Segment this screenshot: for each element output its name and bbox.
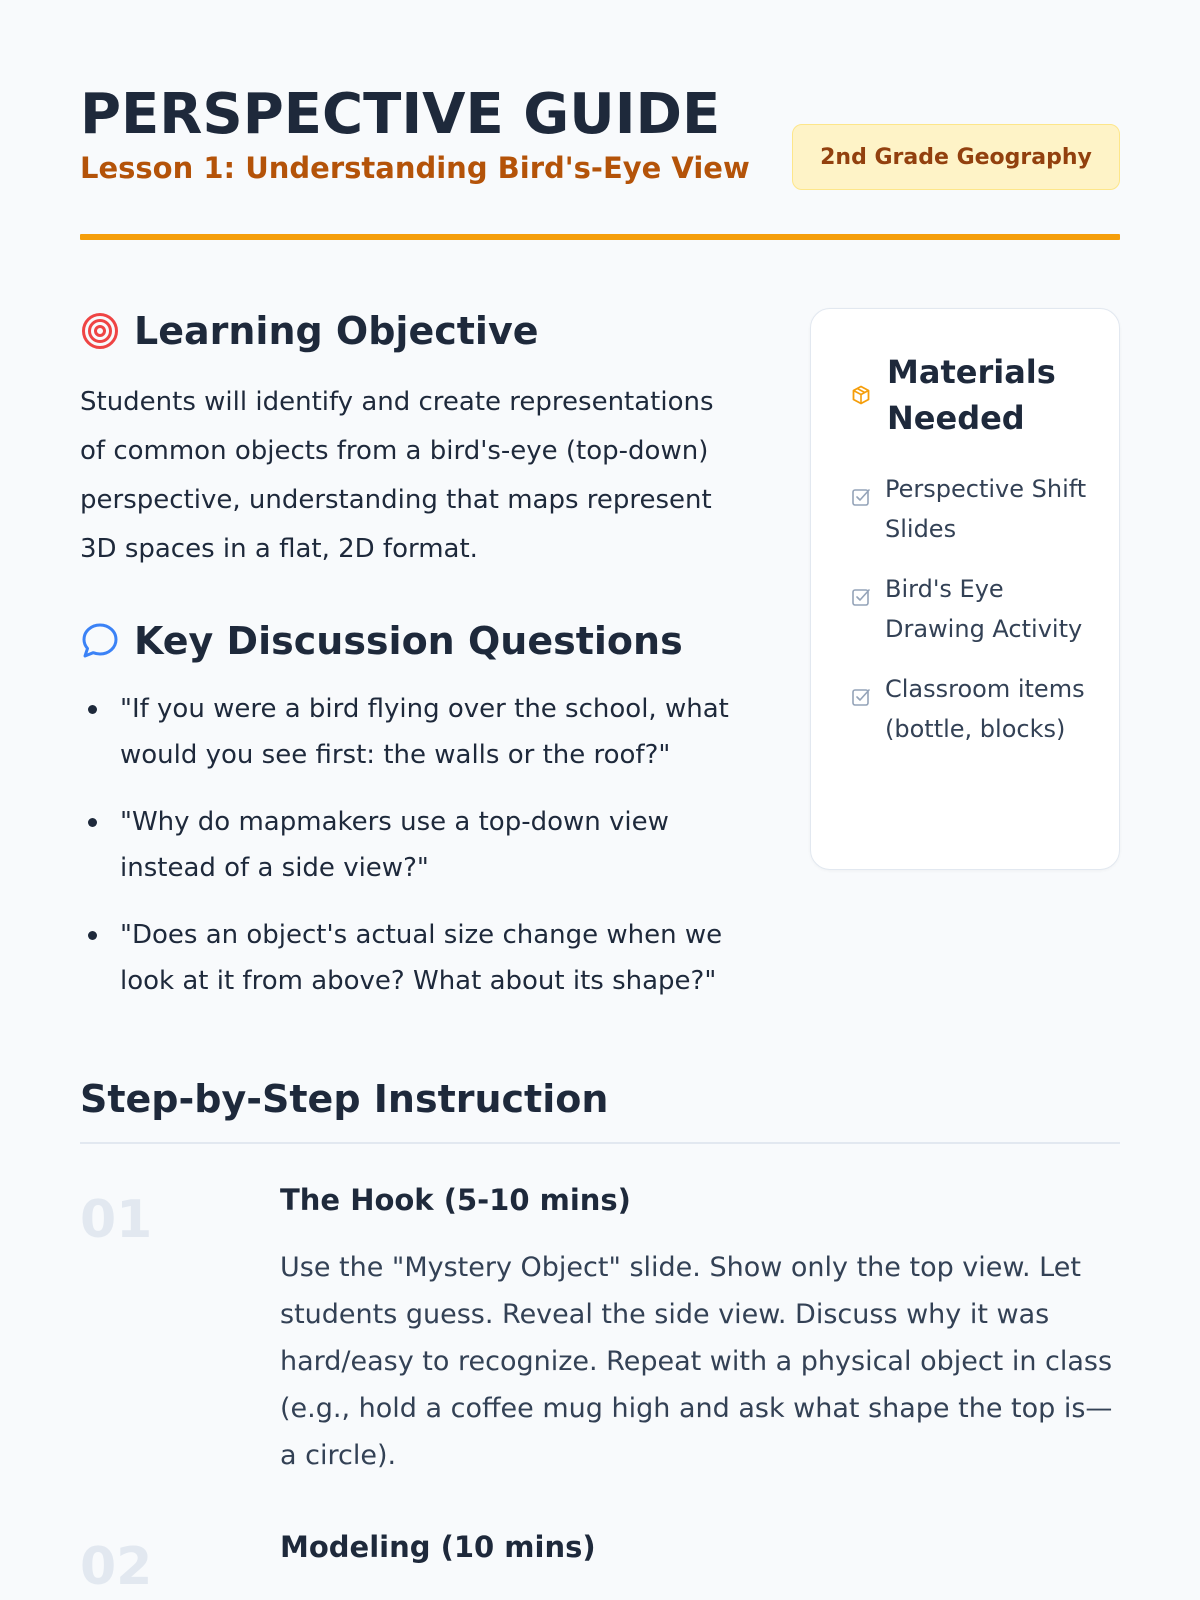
steps-heading: Step-by-Step Instruction (80, 1077, 609, 1121)
list-item (851, 569, 1091, 649)
list-item (80, 799, 760, 891)
lesson-page (80, 0, 1120, 1600)
speech-bubble-icon (80, 621, 120, 661)
checkbox-icon (851, 479, 871, 499)
box-icon (851, 385, 871, 405)
question-text: "If you were a bird flying over the school, what would you see first: the walls or the roof?" (120, 694, 729, 770)
header-divider (80, 234, 1120, 240)
list-item (851, 469, 1091, 549)
questions-list (80, 686, 760, 1025)
checkbox-icon (851, 579, 871, 599)
question-text: "Why do mapmakers use a top-down view instead of a side view?" (120, 807, 669, 883)
target-icon (80, 311, 120, 351)
materials-card (810, 308, 1120, 870)
objective-text: Students will identify and create representations of common objects from a bird's-eye (top-down) perspective, understanding that maps represent 3D spaces in a flat, 2D format. (80, 387, 714, 564)
step-title: The Hook (5-10 mins) (280, 1183, 631, 1217)
material-text: Classroom items (bottle, blocks) (885, 675, 1085, 743)
list-item (80, 686, 760, 778)
grade-badge: 2nd Grade Geography (792, 124, 1120, 190)
bullet (88, 705, 97, 714)
materials-list (851, 469, 1091, 769)
list-item (851, 669, 1091, 749)
page-title: PERSPECTIVE GUIDE (80, 82, 721, 147)
material-text: Perspective Shift Slides (885, 475, 1087, 543)
materials-title-row (851, 349, 1087, 441)
objective-heading (80, 308, 539, 354)
checkbox-icon (851, 679, 871, 699)
step-title: Modeling (10 mins) (280, 1530, 596, 1564)
lesson-subtitle: Lesson 1: Understanding Bird's-Eye View (80, 151, 750, 185)
list-item (80, 912, 760, 1004)
materials-title: Materials Needed (887, 353, 1056, 437)
steps-divider (80, 1142, 1120, 1144)
questions-heading-label: Key Discussion Questions (134, 619, 683, 663)
step-number: 02 (80, 1537, 153, 1597)
bullet (88, 818, 97, 827)
material-text: Bird's Eye Drawing Activity (885, 575, 1083, 643)
bullet (88, 931, 97, 940)
step-number: 01 (80, 1190, 153, 1250)
step-description: Use the "Mystery Object" slide. Show only the top view. Let students guess. Reveal the side view. Discuss why it was hard/easy to recognize. Repeat with a physical object in class (e.g., hold a coffee mug high and ask what shape the top is—a circle). (280, 1252, 1113, 1471)
question-text: "Does an object's actual size change when we look at it from above? What about its shape?" (120, 920, 723, 996)
objective-heading-label: Learning Objective (134, 309, 539, 353)
page-header (80, 84, 1120, 244)
questions-heading (80, 618, 683, 664)
